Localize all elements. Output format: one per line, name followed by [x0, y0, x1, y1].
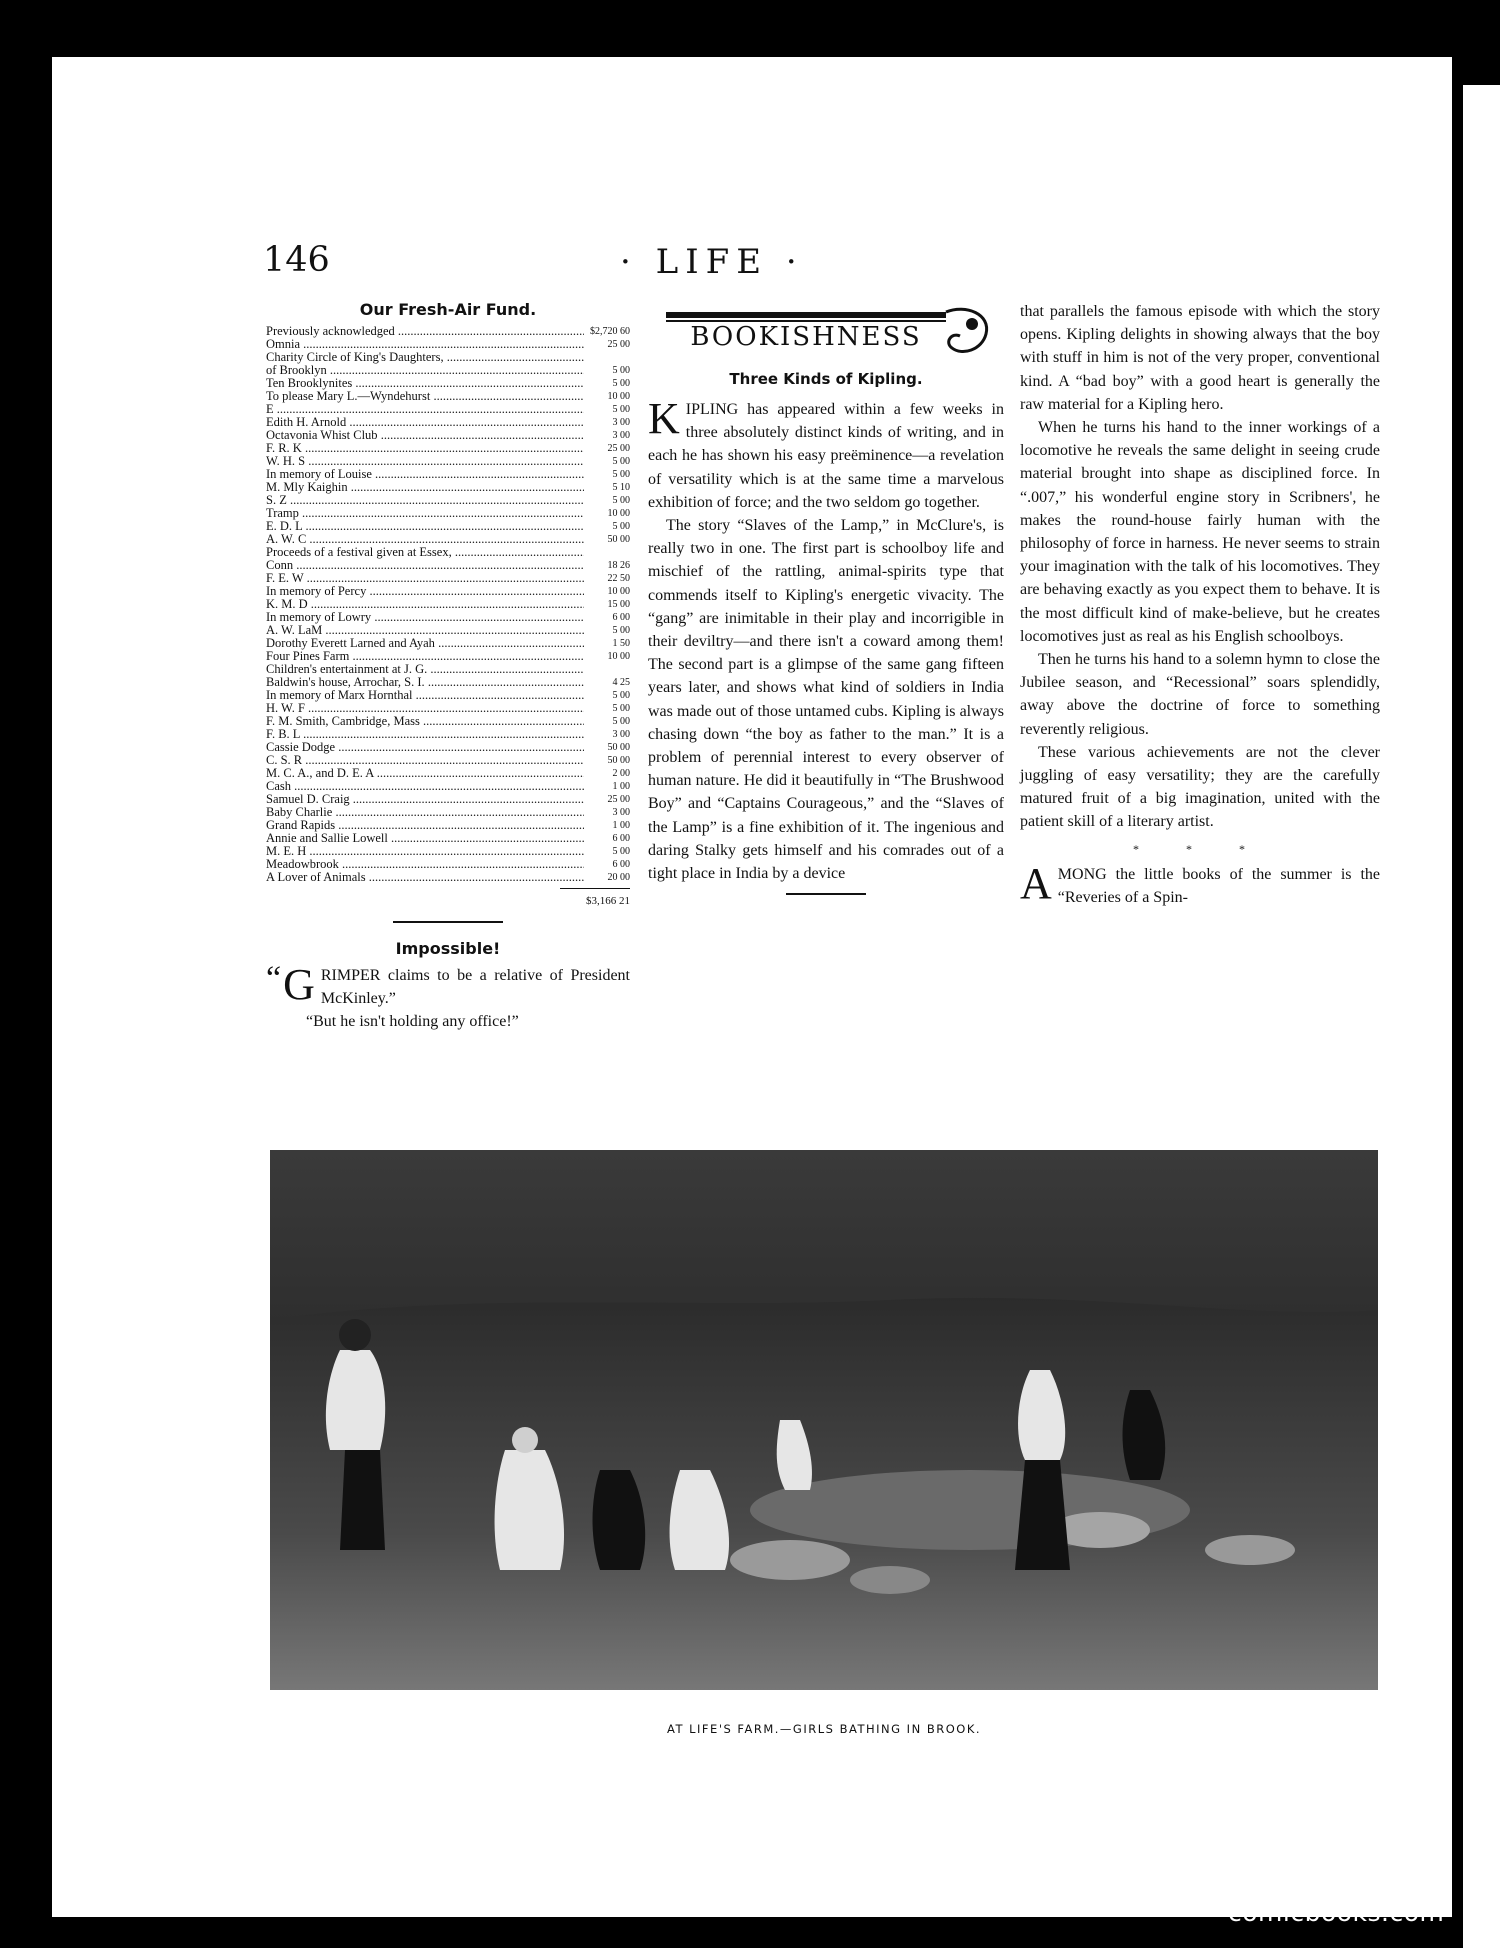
- fund-donor-name: F. B. L .....: [266, 728, 584, 741]
- fund-row: [266, 650, 630, 663]
- fund-amount: 6 00: [612, 859, 630, 870]
- fund-row: [266, 507, 630, 520]
- fund-row: [266, 416, 630, 429]
- fund-donor-name: Four Pines Farm .....: [266, 650, 584, 663]
- fund-amount: 10 00: [607, 586, 630, 597]
- fund-donor-name: F. R. K .....: [266, 442, 584, 455]
- section-rule: [393, 921, 503, 923]
- fund-amount: 5 00: [612, 495, 630, 506]
- fund-donor-name: Grand Rapids .....: [266, 819, 584, 832]
- fund-amount: 5 00: [612, 703, 630, 714]
- kipling-text-continued: [1020, 300, 1380, 909]
- fund-amount: 5 00: [612, 716, 630, 727]
- fund-amount: 18 26: [607, 560, 630, 571]
- fund-amount: 50 00: [607, 755, 630, 766]
- fund-donor-name: Proceeds of a festival given at Essex, .....: [266, 546, 584, 559]
- fund-donor-name: A. W. C .....: [266, 533, 584, 546]
- fund-row: [266, 455, 630, 468]
- fund-column: [266, 300, 630, 1034]
- fund-donor-name: Omnia .....: [266, 338, 584, 351]
- fund-row: [266, 858, 630, 871]
- fund-amount: 3 00: [612, 729, 630, 740]
- page-number: 146: [263, 240, 330, 280]
- fund-row: [266, 364, 630, 377]
- fund-amount: 1 00: [612, 820, 630, 831]
- fund-amount: 5 00: [612, 404, 630, 415]
- fund-donor-name: E .....: [266, 403, 584, 416]
- section-stars: * * *: [1133, 841, 1267, 856]
- fund-row: [266, 676, 630, 689]
- kipling-paragraph-3: that parallels the famous episode with which the story opens. Kipling delights in showing always that the boy with stuff in him is not of the very proper, conventional kind. A “bad boy” with a good heart is generally the raw material for a Kipling hero.: [1020, 303, 1380, 413]
- banner-title: BOOKISHNESS: [690, 322, 922, 352]
- fund-row: [266, 468, 630, 481]
- fund-amount: 3 00: [612, 417, 630, 428]
- fund-donor-name: Baby Charlie .....: [266, 806, 584, 819]
- fund-amount: 1 00: [612, 781, 630, 792]
- impossible-line-1: RIMPER claims to be a relative of President McKinley.”: [320, 967, 630, 1008]
- fund-donor-name: A Lover of Animals .....: [266, 871, 584, 884]
- fund-row: [266, 702, 630, 715]
- fund-row: [266, 585, 630, 598]
- kipling-paragraph-5: Then he turns his hand to a solemn hymn to close the Jubilee season, and “Recessional” soars splendidly, away above the doctrine of force to something reverently religious.: [1020, 651, 1380, 738]
- fund-donor-name: F. M. Smith, Cambridge, Mass .....: [266, 715, 584, 728]
- fund-row: [266, 832, 630, 845]
- fund-list: [266, 325, 630, 884]
- kipling-paragraph-6: These various achievements are not the clever juggling of easy versatility; they are the carefully matured fruit of a big imagination, united with the patient skill of a literary artist.: [1020, 743, 1380, 831]
- fund-total: $3,166 21: [560, 888, 630, 907]
- fund-amount: 10 00: [607, 391, 630, 402]
- kipling-heading: Three Kinds of Kipling.: [729, 370, 923, 388]
- fund-donor-name: Dorothy Everett Larned and Ayah .....: [266, 637, 584, 650]
- fund-row: [266, 728, 630, 741]
- fund-row: [266, 767, 630, 780]
- impossible-line-2: “But he isn't holding any office!”: [306, 1013, 519, 1031]
- fund-donor-name: Conn .....: [266, 559, 584, 572]
- fund-row: [266, 624, 630, 637]
- fund-row: [266, 572, 630, 585]
- next-page-edge: [1463, 85, 1500, 1948]
- fund-donor-name: M. E. H .....: [266, 845, 584, 858]
- fund-donor-name: Annie and Sallie Lowell .....: [266, 832, 584, 845]
- fund-amount: 5 00: [612, 846, 630, 857]
- photo-illustration: [270, 1150, 1378, 1690]
- fund-donor-name: Children's entertainment at J. G. .....: [266, 663, 584, 676]
- fund-amount: 6 00: [612, 833, 630, 844]
- fund-amount: 3 00: [612, 430, 630, 441]
- fund-row: [266, 546, 630, 559]
- fund-donor-name: In memory of Lowry .....: [266, 611, 584, 624]
- kipling-paragraph-1: IPLING has appeared within a few weeks in three absolutely distinct kinds of writing, and in each he has shown his easy preëminence—a revelation of versatility which is at the same time a marvelous exhibition of force; and the two seldom go together.: [648, 401, 1004, 511]
- fund-row: [266, 429, 630, 442]
- fund-donor-name: S. Z .....: [266, 494, 584, 507]
- fund-row: [266, 520, 630, 533]
- fund-amount: 5 00: [612, 521, 630, 532]
- fund-amount: 4 25: [612, 677, 630, 688]
- dropcap-a: A: [1020, 858, 1052, 908]
- fund-row: [266, 442, 630, 455]
- fund-row: [266, 806, 630, 819]
- fund-donor-name: K. M. D .....: [266, 598, 584, 611]
- fund-amount: 6 00: [612, 612, 630, 623]
- fund-amount: 5 00: [612, 365, 630, 376]
- photo-caption: AT LIFE'S FARM.—GIRLS BATHING IN BROOK.: [666, 1722, 982, 1736]
- column-end-rule: [786, 893, 866, 895]
- kipling-paragraph-4: When he turns his hand to the inner workings of a locomotive he reveals the same delight in seeing crude material brought into shape as disciplined force. In “.007,” his wonderful engine story in Scribners', he makes the round-house fairly human with the philosophy of force in harness. He never seems to strain your imagination with the talk of his locomotives. They are behaving exactly as you expect them to behave. It is the most difficult kind of make-believe, but he creates locomotives just as real as his English schoolboys.: [1020, 419, 1380, 645]
- fund-row: [266, 793, 630, 806]
- fund-row: [266, 715, 630, 728]
- fund-amount: 5 10: [612, 482, 630, 493]
- fund-amount: 5 00: [612, 625, 630, 636]
- fund-donor-name: H. W. F .....: [266, 702, 584, 715]
- photograph-girls-bathing: [270, 1150, 1378, 1690]
- fund-donor-name: In memory of Percy .....: [266, 585, 584, 598]
- fund-donor-name: Previously acknowledged .....: [266, 325, 584, 338]
- fund-amount: [584, 663, 630, 676]
- fund-row: [266, 533, 630, 546]
- fund-donor-name: Ten Brooklynites .....: [266, 377, 584, 390]
- fund-row: [266, 598, 630, 611]
- watermark: comicbooks.com: [1228, 1898, 1445, 1927]
- fund-donor-name: F. E. W .....: [266, 572, 584, 585]
- fund-amount: 20 00: [607, 872, 630, 883]
- kipling-text: [648, 394, 1004, 885]
- impossible-text: [266, 960, 630, 1034]
- fund-amount: 50 00: [607, 742, 630, 753]
- fund-amount: 3 00: [612, 807, 630, 818]
- fund-amount: 5 00: [612, 469, 630, 480]
- fund-donor-name: E. D. L .....: [266, 520, 584, 533]
- fund-row: [266, 663, 630, 676]
- fund-amount: [584, 351, 630, 364]
- fund-donor-name: Cassie Dodge .....: [266, 741, 584, 754]
- kipling-continued-column: [1020, 300, 1380, 909]
- dropcap-k: K: [648, 394, 680, 443]
- kipling-paragraph-7: MONG the little books of the summer is the “Reveries of a Spin-: [1057, 865, 1380, 907]
- quote-mark: “: [266, 960, 282, 997]
- fund-amount: 1 50: [612, 638, 630, 649]
- fund-donor-name: Edith H. Arnold .....: [266, 416, 584, 429]
- fund-row: [266, 845, 630, 858]
- fund-donor-name: Charity Circle of King's Daughters, .....: [266, 351, 584, 364]
- fund-amount: 5 00: [612, 456, 630, 467]
- fund-amount: $2,720 60: [590, 326, 630, 337]
- fund-amount: 15 00: [607, 599, 630, 610]
- fund-row: [266, 377, 630, 390]
- fund-donor-name: Samuel D. Craig .....: [266, 793, 584, 806]
- fund-row: [266, 494, 630, 507]
- fund-row: [266, 689, 630, 702]
- fund-donor-name: M. Mly Kaighin .....: [266, 481, 584, 494]
- fund-amount: 5 00: [612, 690, 630, 701]
- fund-heading: Our Fresh-Air Fund.: [359, 300, 537, 319]
- dropcap-g: G: [283, 960, 315, 1009]
- fund-row: [266, 780, 630, 793]
- fund-row: [266, 351, 630, 364]
- fund-row: [266, 871, 630, 884]
- fund-amount: 25 00: [607, 443, 630, 454]
- fund-donor-name: To please Mary L.—Wyndehurst .....: [266, 390, 584, 403]
- fund-amount: 10 00: [607, 508, 630, 519]
- fund-donor-name: Baldwin's house, Arrochar, S. I. .....: [266, 676, 584, 689]
- fund-donor-name: C. S. R .....: [266, 754, 584, 767]
- fund-row: [266, 325, 630, 338]
- fund-donor-name: of Brooklyn .....: [266, 364, 584, 377]
- fund-amount: 25 00: [607, 339, 630, 350]
- fund-row: [266, 338, 630, 351]
- fund-donor-name: Tramp .....: [266, 507, 584, 520]
- fund-row: [266, 741, 630, 754]
- fund-donor-name: Octavonia Whist Club .....: [266, 429, 584, 442]
- fund-amount: 25 00: [607, 794, 630, 805]
- bookishness-column: [648, 300, 1004, 911]
- fund-row: [266, 637, 630, 650]
- impossible-heading: Impossible!: [395, 939, 501, 958]
- bookishness-banner: [656, 304, 996, 362]
- fund-donor-name: W. H. S .....: [266, 455, 584, 468]
- fund-row: [266, 390, 630, 403]
- fund-row: [266, 559, 630, 572]
- fund-amount: 10 00: [607, 651, 630, 662]
- fund-donor-name: In memory of Marx Hornthal .....: [266, 689, 584, 702]
- fund-donor-name: M. C. A., and D. E. A .....: [266, 767, 584, 780]
- fund-amount: 22 50: [607, 573, 630, 584]
- kipling-paragraph-2: The story “Slaves of the Lamp,” in McClure's, is really two in one. The first part is schoolboy life and mischief of the rattling, animal-spirits type that commends itself to Kipling's energetic vivacity. The “gang” are inimitable in their play and incorrigible in their deviltry—and there isn't a coward among them! The second part is a glimpse of the same gang fifteen years later, and shows what kind of soldiers in India was made out of those untamed cubs. Kipling is always chasing down “the boy as father to the man.” It is a problem of perennial interest to every observer of human nature. He did it beautifully in “The Brushwood Boy” and “Captains Courageous,” and the “Slaves of the Lamp” is a fine exhibition of it. The ingenious and daring Stalky gets himself and his comrades out of a tight place in India by a device: [648, 517, 1004, 883]
- fund-row: [266, 481, 630, 494]
- fund-amount: 5 00: [612, 378, 630, 389]
- fund-donor-name: A. W. LaM .....: [266, 624, 584, 637]
- fund-donor-name: Meadowbrook .....: [266, 858, 584, 871]
- fund-amount: [584, 546, 630, 559]
- fund-donor-name: Cash .....: [266, 780, 584, 793]
- fund-donor-name: In memory of Louise .....: [266, 468, 584, 481]
- masthead: · LIFE ·: [620, 242, 804, 282]
- fund-row: [266, 403, 630, 416]
- fund-row: [266, 819, 630, 832]
- fund-amount: 2 00: [612, 768, 630, 779]
- fund-amount: 50 00: [607, 534, 630, 545]
- fund-row: [266, 754, 630, 767]
- fund-row: [266, 611, 630, 624]
